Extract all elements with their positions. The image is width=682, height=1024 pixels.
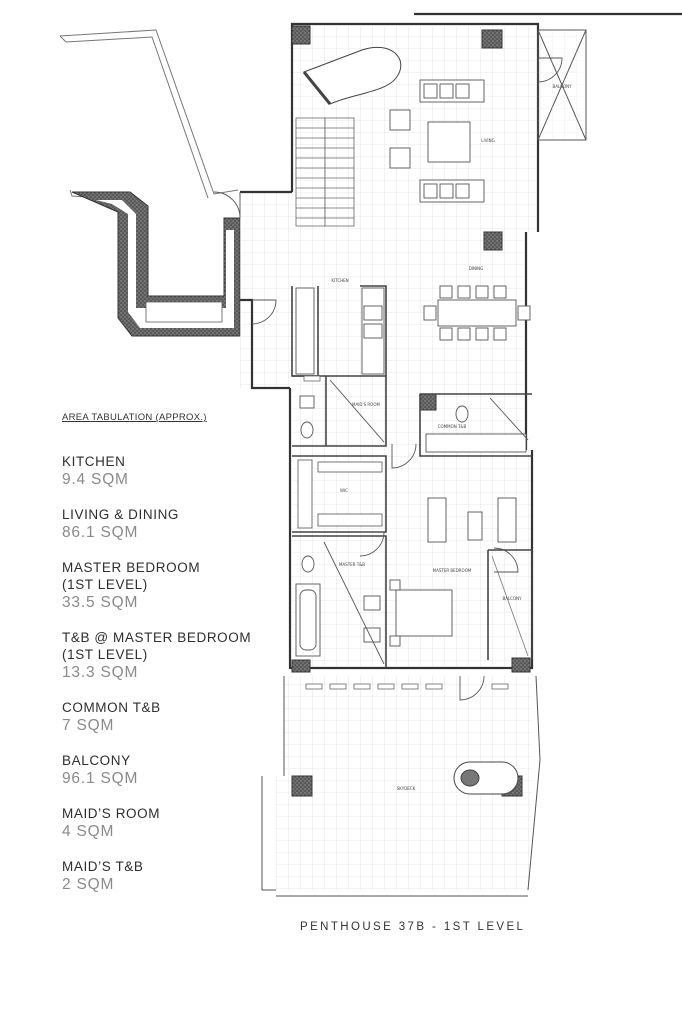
area-item-common-tb [62, 699, 292, 735]
area-item-master-bedroom [62, 559, 292, 612]
area-value: 7 SQM [62, 717, 115, 734]
area-name: T&B @ MASTER BEDROOM (1ST LEVEL) [62, 630, 252, 662]
room-label-common-tb: COMMON T&B [437, 424, 467, 429]
room-label-skydeck: SKYDECK [396, 786, 416, 791]
room-label-balcony-top: BALCONY [552, 84, 572, 89]
area-name: MAID’S T&B [62, 859, 144, 874]
area-value: 86.1 SQM [62, 524, 139, 541]
area-tabulation [62, 412, 292, 911]
terrace-walls [72, 192, 240, 336]
area-item-maids-tb [62, 858, 292, 894]
room-label-master-bedroom: MASTER BEDROOM [432, 568, 472, 573]
room-label-dining: DINING [468, 266, 484, 271]
area-item-maids-room [62, 805, 292, 841]
area-value: 4 SQM [62, 823, 115, 840]
room-label-master-tb: MASTER T&B [338, 562, 366, 567]
area-name: MASTER BEDROOM (1ST LEVEL) [62, 560, 201, 592]
area-name: COMMON T&B [62, 700, 161, 715]
plan-title: PENTHOUSE 37B - 1ST LEVEL [300, 921, 526, 933]
area-name: KITCHEN [62, 454, 126, 469]
area-value: 96.1 SQM [62, 770, 139, 787]
area-item-master-tb [62, 629, 292, 682]
area-value: 13.3 SQM [62, 664, 139, 681]
area-value: 33.5 SQM [62, 594, 139, 611]
room-label-balcony-side: BALCONY [502, 596, 522, 601]
room-label-living: LIVING [481, 138, 495, 143]
room-label-wic: WIC [340, 488, 348, 493]
area-name: MAID’S ROOM [62, 806, 161, 821]
skydeck-daybed [454, 762, 518, 794]
room-label-maids-room: MAID'S ROOM [352, 402, 380, 407]
area-item-kitchen [62, 453, 292, 489]
area-item-balcony [62, 752, 292, 788]
area-name: LIVING & DINING [62, 507, 180, 522]
area-item-living-dining [62, 506, 292, 542]
left-terrace [60, 30, 238, 198]
room-label-kitchen: KITCHEN [331, 278, 349, 283]
area-value: 9.4 SQM [62, 471, 129, 488]
area-name: BALCONY [62, 753, 131, 768]
area-tabulation-heading: AREA TABULATION (APPROX.) [62, 412, 207, 423]
area-value: 2 SQM [62, 876, 115, 893]
